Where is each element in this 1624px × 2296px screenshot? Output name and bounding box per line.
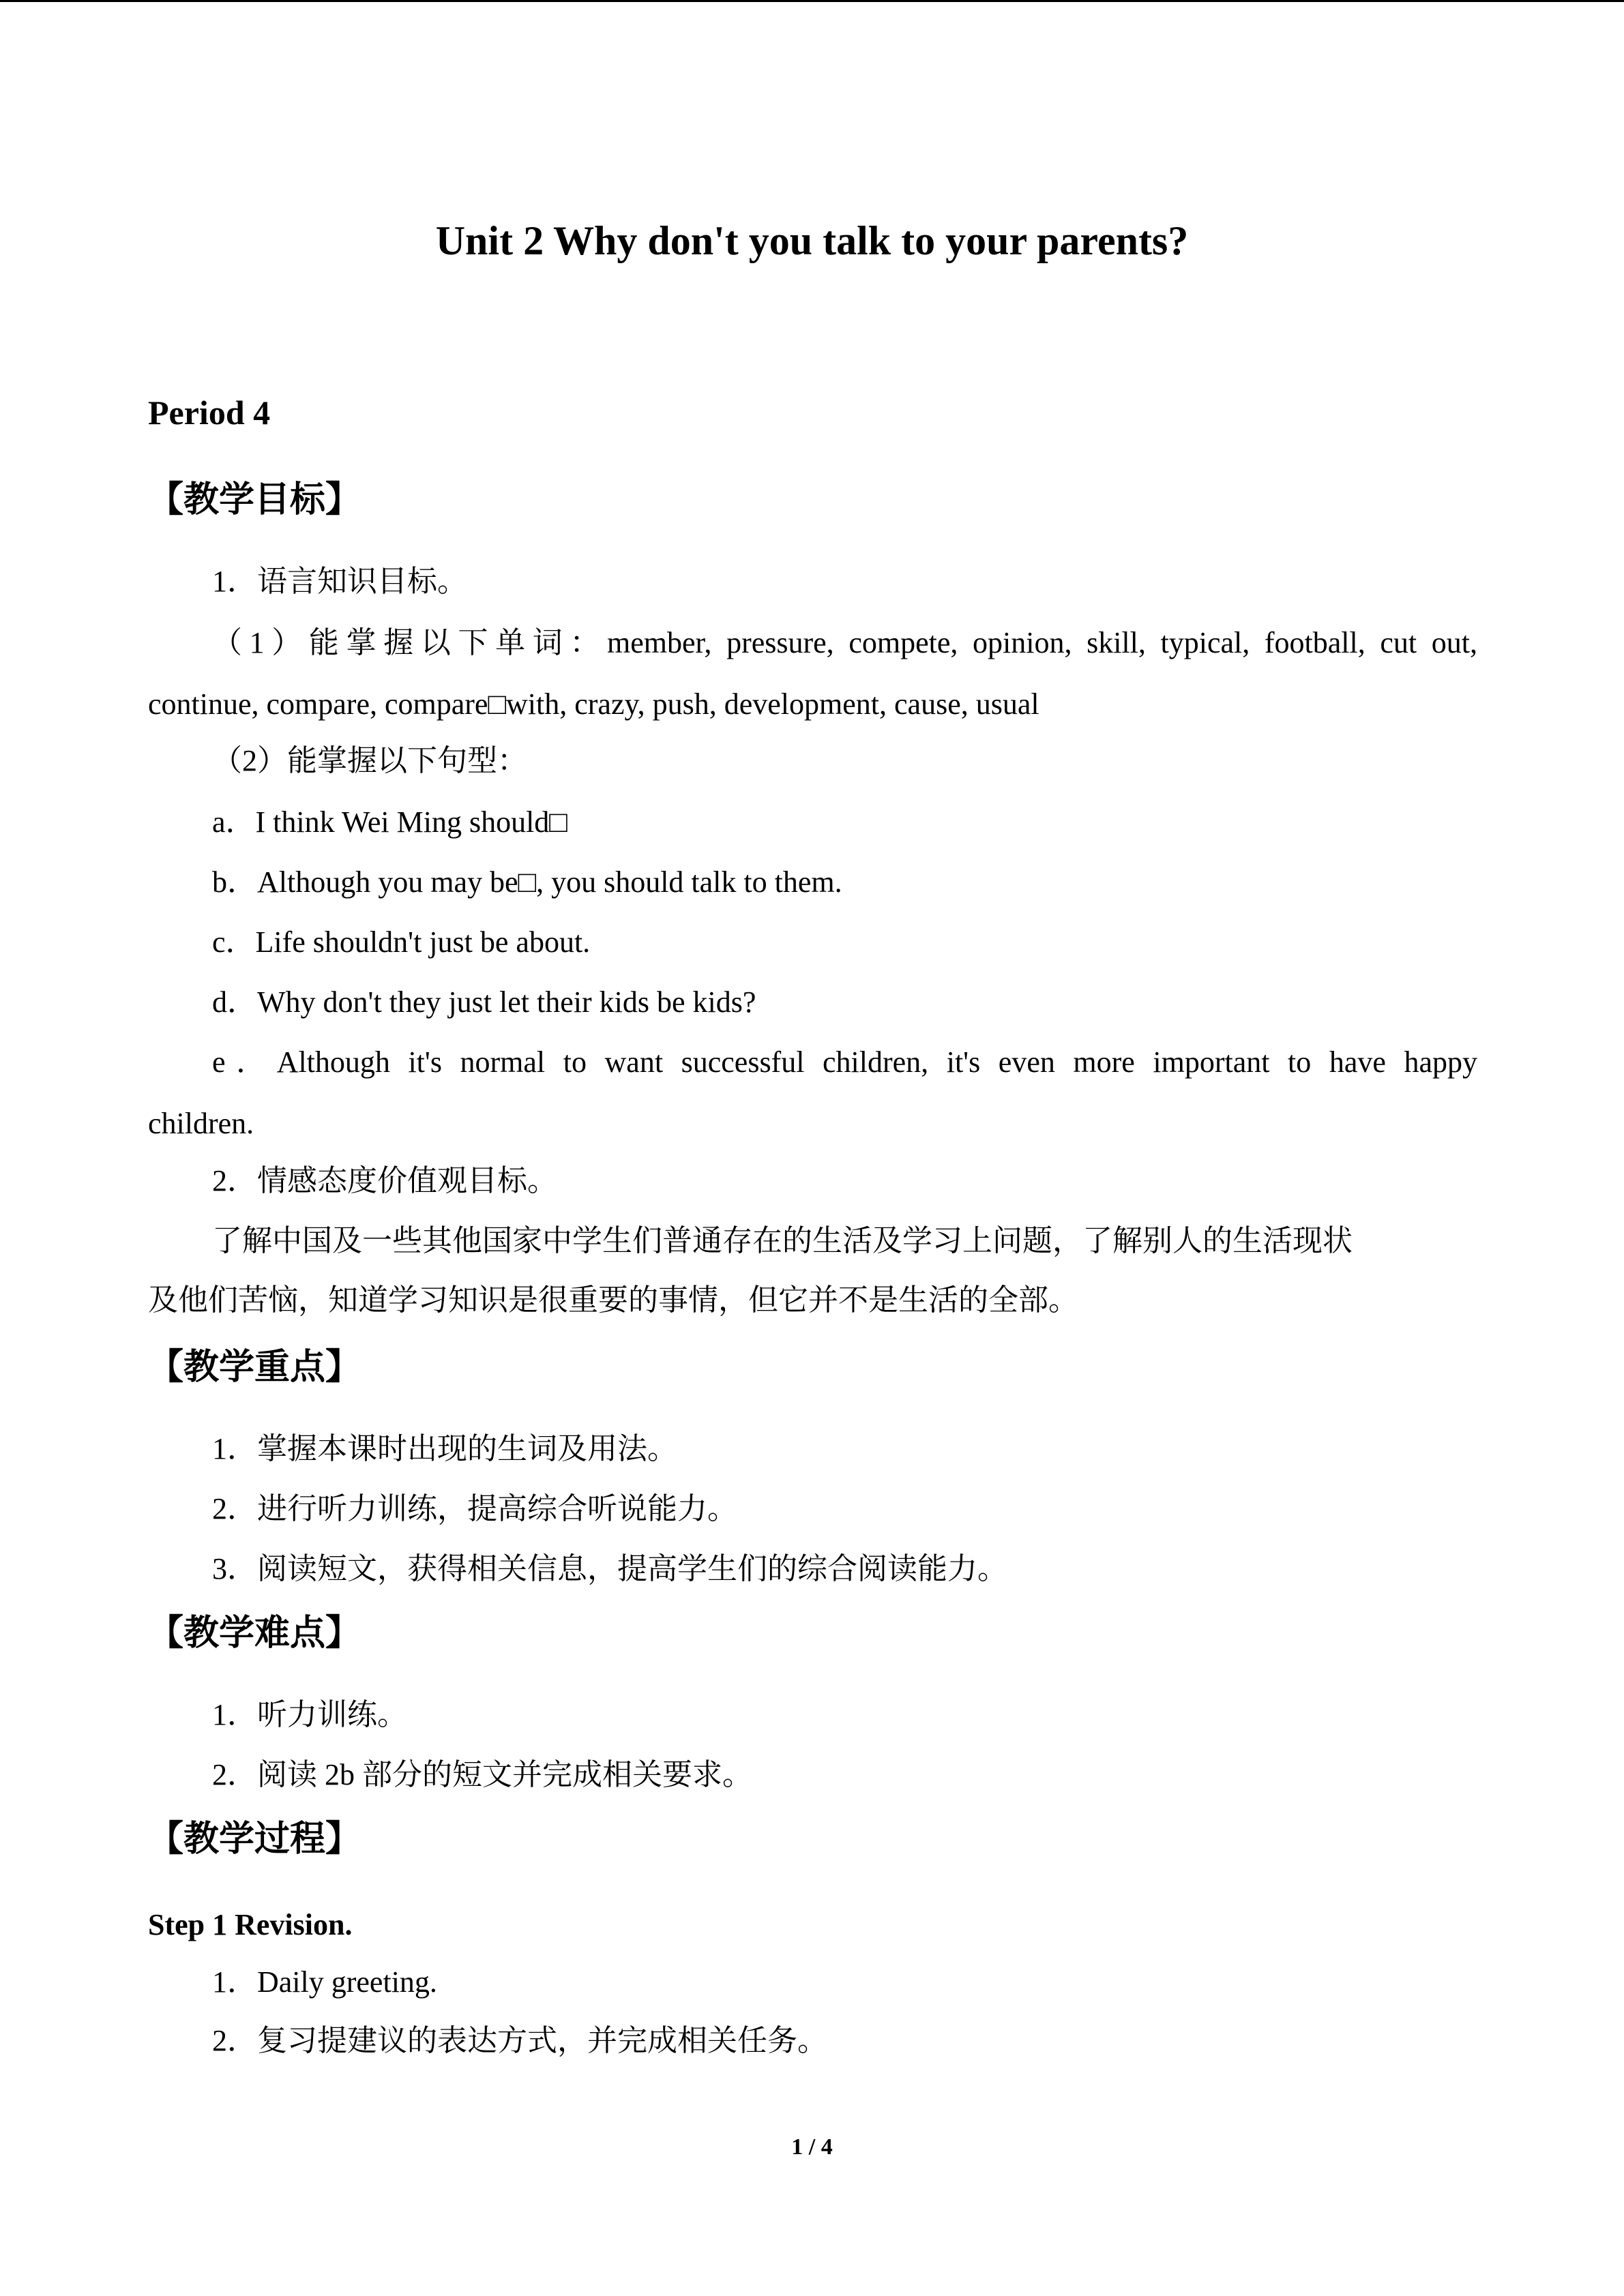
process-item-1: 1．Daily greeting.: [212, 1965, 437, 1999]
attitude-text-line-1: 了解中国及一些其他国家中学生们普通存在的生活及学习上问题，了解别人的生活现状: [212, 1224, 1353, 1257]
page-top-border: [0, 0, 1624, 2]
period-heading: Period 4: [148, 393, 271, 432]
sentence-b: b．Although you may be□, you should talk to them.: [212, 865, 842, 899]
sentence-patterns-label: （2）能掌握以下句型：: [212, 744, 527, 777]
step-1-title: Step 1 Revision.: [148, 1908, 353, 1941]
sentence-c: c．Life shouldn't just be about.: [212, 925, 591, 959]
page-number: 1 / 4: [791, 2134, 833, 2160]
process-item-2: 2．复习提建议的表达方式，并完成相关任务。: [212, 2024, 827, 2057]
attitude-text-line-2: 及他们苦恼，知道学习知识是很重要的事情，但它并不是生活的全部。: [148, 1283, 1078, 1317]
process-heading: 【教学过程】: [148, 1819, 361, 1860]
sentence-e-line-1: e．Although it's normal to want successful children, it's even more important to have happy: [212, 1045, 1477, 1079]
sentence-e-line-2: children.: [148, 1107, 254, 1140]
vocabulary-line-2: continue, compare, compare□with, crazy, push, development, cause, usual: [148, 687, 1039, 721]
objectives-heading: 【教学目标】: [148, 479, 361, 520]
key-points-heading: 【教学重点】: [148, 1347, 361, 1388]
key-point-item-2: 2．进行听力训练，提高综合听说能力。: [212, 1492, 737, 1525]
objective-item-2: 2．情感态度价值观目标。: [212, 1164, 557, 1197]
sentence-a: a．I think Wei Ming should□: [212, 805, 567, 839]
page-title: Unit 2 Why don't you talk to your parents?: [435, 218, 1189, 263]
vocabulary-line-1: （1）能掌握以下单词：member, pressure, compete, opinion, skill, typical, football, cut out,: [212, 626, 1477, 659]
key-point-item-3: 3．阅读短文，获得相关信息，提高学生们的综合阅读能力。: [212, 1552, 1007, 1585]
key-point-item-1: 1．掌握本课时出现的生词及用法。: [212, 1432, 677, 1465]
objective-item-1: 1．语言知识目标。: [212, 565, 467, 598]
sentence-d: d．Why don't they just let their kids be kids?: [212, 985, 756, 1019]
difficulty-item-1: 1．听力训练。: [212, 1698, 407, 1731]
difficulty-item-2: 2．阅读 2b 部分的短文并完成相关要求。: [212, 1758, 752, 1791]
difficulties-heading: 【教学难点】: [148, 1613, 361, 1654]
